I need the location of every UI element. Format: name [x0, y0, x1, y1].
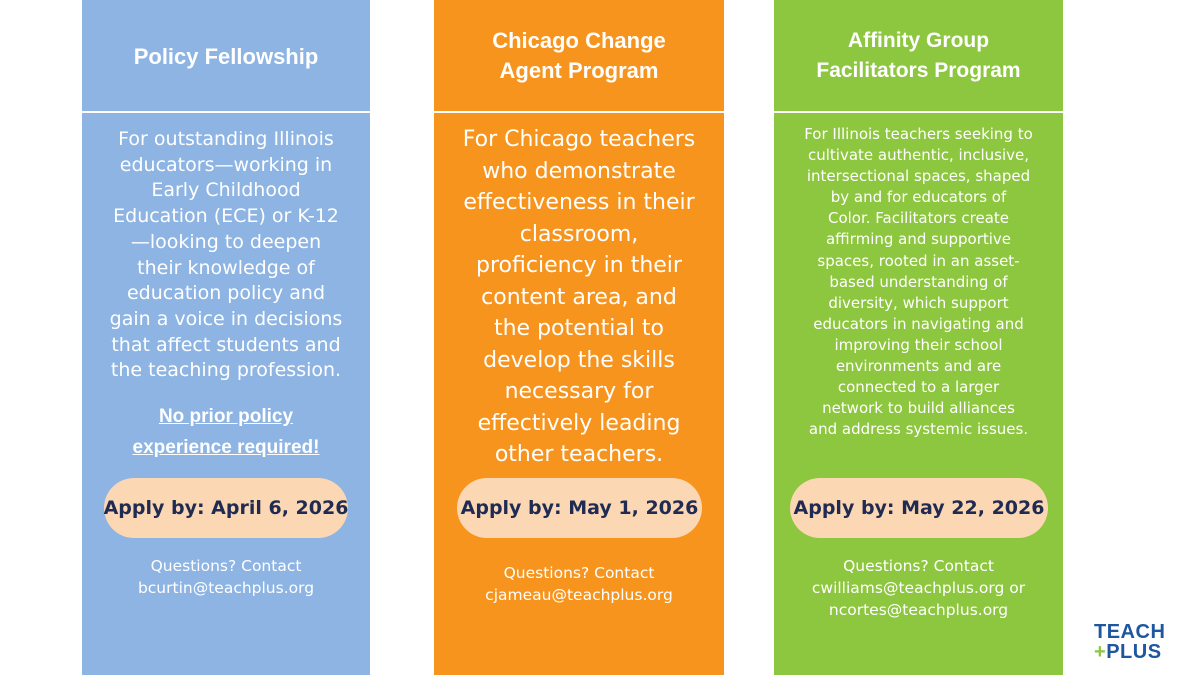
program-title: Affinity Group Facilitators Program	[816, 29, 1021, 82]
logo-line-plus	[1094, 642, 1165, 662]
no-experience-note: No prior policy experience required!	[132, 406, 320, 458]
contact-info: Questions? Contact cjameau@teachplus.org	[485, 564, 673, 604]
apply-deadline-badge: Apply by: May 1, 2026	[457, 478, 702, 538]
program-title: Chicago Change Agent Program	[492, 28, 666, 83]
program-column-policy-fellowship	[82, 0, 370, 675]
logo-line-teach: TEACH	[1094, 621, 1166, 643]
program-column-affinity-group	[774, 0, 1063, 675]
logo-plus-word: PLUS	[1106, 641, 1162, 663]
divider	[82, 111, 370, 113]
contact-info: Questions? Contact bcurtin@teachplus.org	[137, 557, 315, 597]
program-description: For Illinois teachers seeking to cultivate authentic, inclusive, intersectional spaces, shaped by and for educators of Color. Facilitators create affirming and supportive spaces, rooted in an asset- based understanding of diversity, which support educators in navigating and improving their school environments and are connected to a larger network to build alliances and address systemic issues.	[804, 125, 1033, 439]
divider	[434, 111, 724, 113]
program-description: For outstanding Illinois educators—working in Early Childhood Education (ECE) or K-12 —looking to deepen their knowledge of education policy and gain a voice in decisions that affect students and the teaching profession.	[109, 128, 343, 382]
apply-deadline-badge: Apply by: April 6, 2026	[104, 478, 348, 538]
teach-plus-logo	[1094, 622, 1165, 662]
program-title: Policy Fellowship	[133, 44, 319, 69]
divider	[774, 111, 1063, 113]
program-description: For Chicago teachers who demonstrate effectiveness in their classroom, proficiency in their content area, and the potential to develop the skills necessary for effectively leading other teachers.	[462, 127, 696, 467]
logo-plus-sign: +	[1094, 641, 1107, 663]
apply-deadline-badge: Apply by: May 22, 2026	[790, 478, 1048, 538]
contact-info: Questions? Contact cwilliams@teachplus.org or ncortes@teachplus.org	[811, 557, 1026, 619]
program-column-chicago-change-agent	[434, 0, 724, 675]
